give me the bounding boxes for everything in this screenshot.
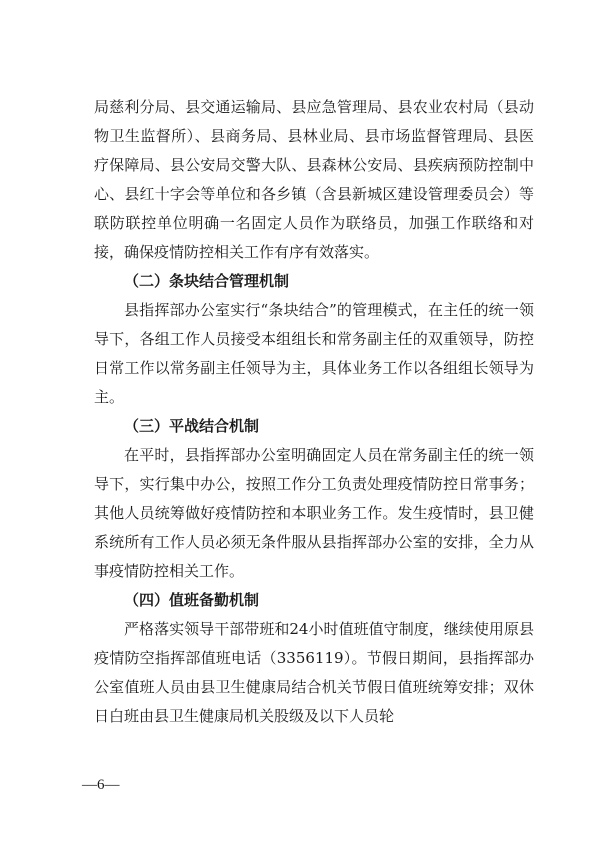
body-paragraph: 县指挥部办公室实行“条块结合”的管理模式，在主任的统一领导下，各组工作人员接受本组组长和常务副主任的双重领导，防控日常工作以常务副主任领导为主，具体业务工作以各组组长领导为主。 [94, 301, 534, 406]
section-heading: （二）条块结合管理机制 [124, 272, 290, 290]
body-paragraph: 在平时，县指挥部办公室明确固定人员在常务副主任的统一领导下，实行集中办公，按照工作分工负责处理疫情防控日常事务；其他人员统筹做好疫情防控和本职业务工作。发生疫情时，县卫健系统所有工作人员必须无条件服从县指挥部办公室的安排，全力从事疫情防控相关工作。 [94, 446, 534, 580]
body-paragraph: 局慈利分局、县交通运输局、县应急管理局、县农业农村局（县动物卫生监督所）、县商务局、县林业局、县市场监督管理局、县医疗保障局、县公安局交警大队、县森林公安局、县疾病预防控制中心、县红十字会等单位和各乡镇（含县新城区建设管理委员会）等联防联控单位明确一名固定人员作为联络员，加强工作联络和对接，确保疫情防控相关工作有序有效落实。 [94, 98, 534, 261]
body-paragraph: 严格落实领导干部带班和24小时值班值守制度，继续使用原县疫情防空指挥部值班电话（3356119）。节假日期间，县指挥部办公室值班人员由县卫生健康局结合机关节假日值班统筹安排；双休日白班由县卫生健康局机关股级及以下人员轮 [94, 620, 534, 725]
section-heading: （四）值班备勤机制 [124, 591, 260, 609]
page-body [94, 93, 534, 731]
section-heading: （三）平战结合机制 [124, 417, 260, 435]
page-number: —6— [82, 777, 120, 793]
